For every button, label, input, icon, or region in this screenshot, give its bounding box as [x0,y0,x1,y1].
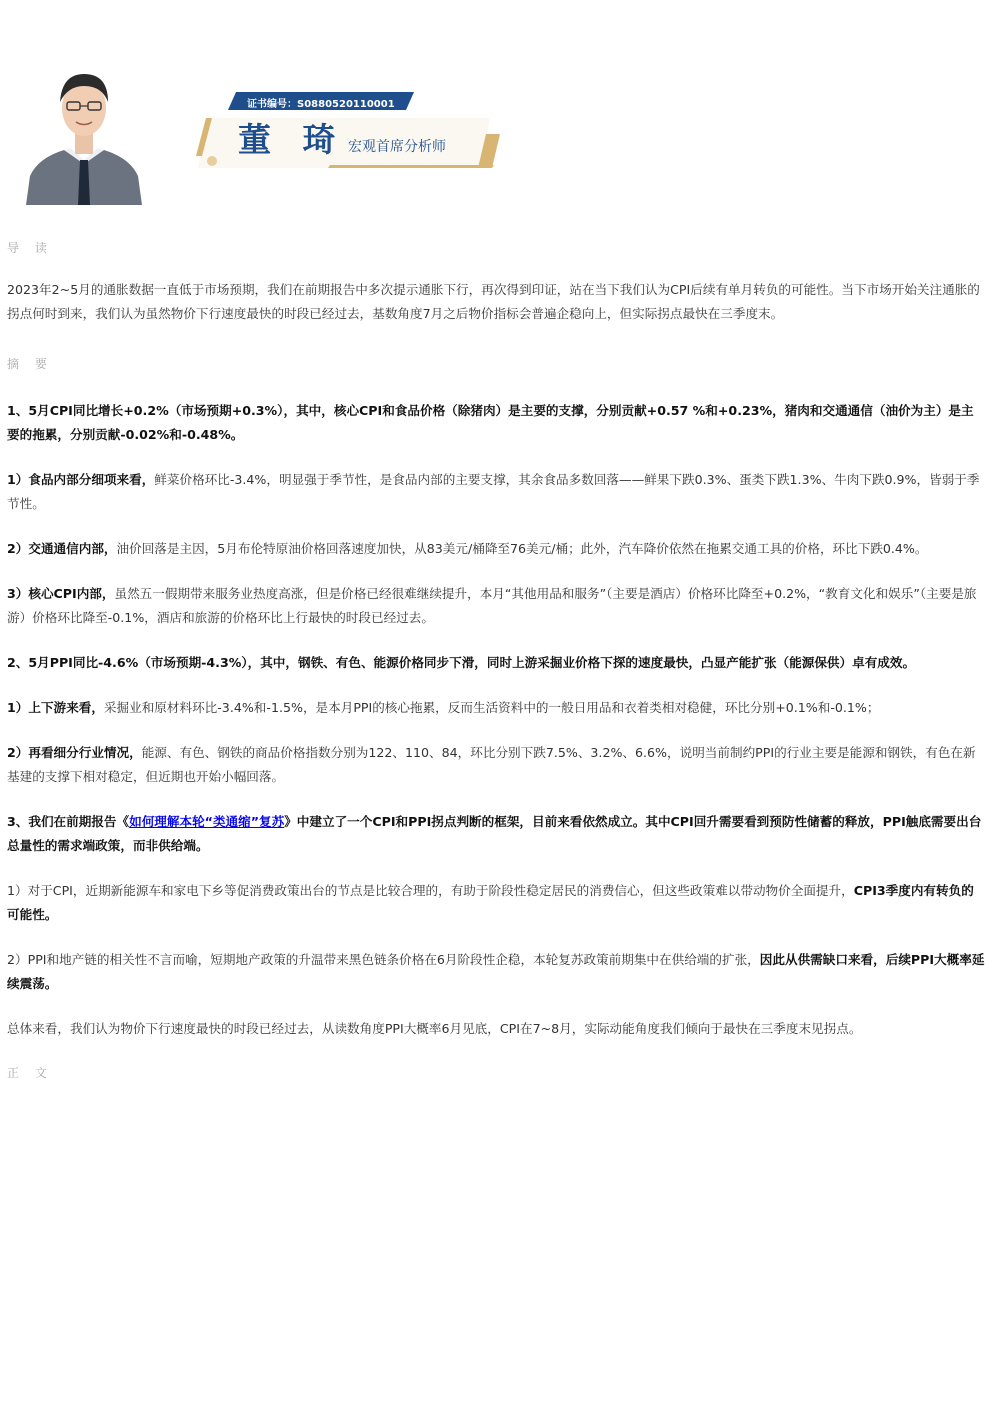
framework-point-ppi-text: 2）PPI和地产链的相关性不言而喻，短期地产政策的升温带来黑色链条价格在6月阶段性企稳，本轮复苏政策前期集中在供给端的扩张， [7,952,760,967]
conclusion-paragraph: 总体来看，我们认为物价下行速度最快的时段已经过去，从读数角度PPI大概率6月见底，CPI在7~8月，实际动能角度我们倾向于最快在三季度末见拐点。 [7,1021,862,1036]
framework-headline [7,810,985,858]
framework-point-cpi-text: 1）对于CPI，近期新能源车和家电下乡等促消费政策出台的节点是比较合理的，有助于阶段性稳定居民的消费信心，但这些政策难以带动物价全面提升， [7,883,854,898]
cpi-point-food-lead: 1）食品内部分细项来看， [7,472,155,487]
ppi-point-chain [7,696,985,720]
guide-paragraph: 2023年2~5月的通胀数据一直低于市场预期，我们在前期报告中多次提示通胀下行，再次得到印证，站在当下我们认为CPI后续有单月转负的可能性。当下市场开始关注通胀的拐点何时到来，我们认为虽然物价下行速度最快的时段已经过去，基数角度7月之后物价指标会普遍企稳向上，但实际拐点最快在三季度末。 [7,282,980,321]
report-link[interactable]: 如何理解本轮“类通缩”复苏 [129,814,285,829]
cpi-point-core [7,582,985,630]
framework-point-ppi [7,948,985,996]
cpi-headline: 1、5月CPI同比增长+0.2%（市场预期+0.3%），其中，核心CPI和食品价格（除猪肉）是主要的支撑，分别贡献+0.57 %和+0.23%，猪肉和交通通信（油价为主）是主要的拖累，分别贡献-0.02%和-0.48%。 [7,403,974,442]
cpi-point-food [7,468,985,516]
ppi-point-industry [7,741,985,789]
framework-point-ppi-bold: 因此从供需缺口来看，后续PPI大概率延续震荡。 [7,952,985,991]
report-content [7,238,985,1083]
author-role: 宏观首席分析师 [348,139,446,155]
author-photo [20,64,148,205]
framework-headline-pre: 3、我们在前期报告《 [7,814,130,829]
cpi-point-transport-lead: 2）交通通信内部， [7,541,117,556]
section-heading-guide: 导 读 [7,241,53,255]
ppi-headline: 2、5月PPI同比-4.6%（市场预期-4.3%），其中，钢铁、有色、能源价格同步下滑，同时上游采掘业价格下探的速度最快，凸显产能扩张（能源保供）卓有成效。 [7,655,916,670]
author-header [0,0,992,215]
cpi-point-core-lead: 3）核心CPI内部， [7,586,115,601]
cpi-point-food-text: 鲜菜价格环比-3.4%，明显强于季节性，是食品内部的主要支撑，其余食品多数回落——鲜果下跌0.3%、蛋类下跌1.3%、牛肉下跌0.9%，皆弱于季节性。 [7,472,980,511]
cpi-point-transport-text: 油价回落是主因，5月布伦特原油价格回落速度加快，从83美元/桶降至76美元/桶；此外，汽车降价依然在拖累交通工具的价格，环比下跌0.4%。 [116,541,928,556]
section-heading-summary: 摘 要 [7,357,53,371]
author-name: 董 琦 [238,120,346,159]
section-heading-body: 正 文 [7,1066,53,1080]
certificate-number: 证书编号：S0880520110001 [247,99,395,110]
ppi-point-chain-text: 采掘业和原材料环比-3.4%和-1.5%，是本月PPI的核心拖累，反而生活资料中的一般日用品和衣着类相对稳健，环比分别+0.1%和-0.1%； [103,700,880,715]
ppi-point-chain-lead: 1）上下游来看， [7,700,104,715]
ppi-point-industry-lead: 2）再看细分行业情况， [7,745,142,760]
ppi-point-industry-text: 能源、有色、钢铁的商品价格指数分别为122、110、84，环比分别下跌7.5%、3.2%、6.6%，说明当前制约PPI的行业主要是能源和钢铁，有色在新基建的支撑下相对稳定，但近期也开始小幅回落。 [7,745,976,784]
framework-point-cpi [7,879,985,927]
framework-point-cpi-bold: CPI3季度内有转负的可能性。 [7,883,974,922]
cpi-point-core-text: 虽然五一假期带来服务业热度高涨，但是价格已经很难继续提升，本月“其他用品和服务”（主要是酒店）价格环比降至+0.2%，“教育文化和娱乐”（主要是旅游）价格环比降至-0.1%，酒店和旅游的价格环比上行最快的时段已经过去。 [7,586,977,625]
framework-headline-post: 》中建立了一个CPI和PPI拐点判断的框架，目前来看依然成立。其中CPI回升需要看到预防性储蓄的释放，PPI触底需要出台总量性的需求端政策，而非供给端。 [7,814,982,853]
cpi-point-transport [7,537,985,561]
